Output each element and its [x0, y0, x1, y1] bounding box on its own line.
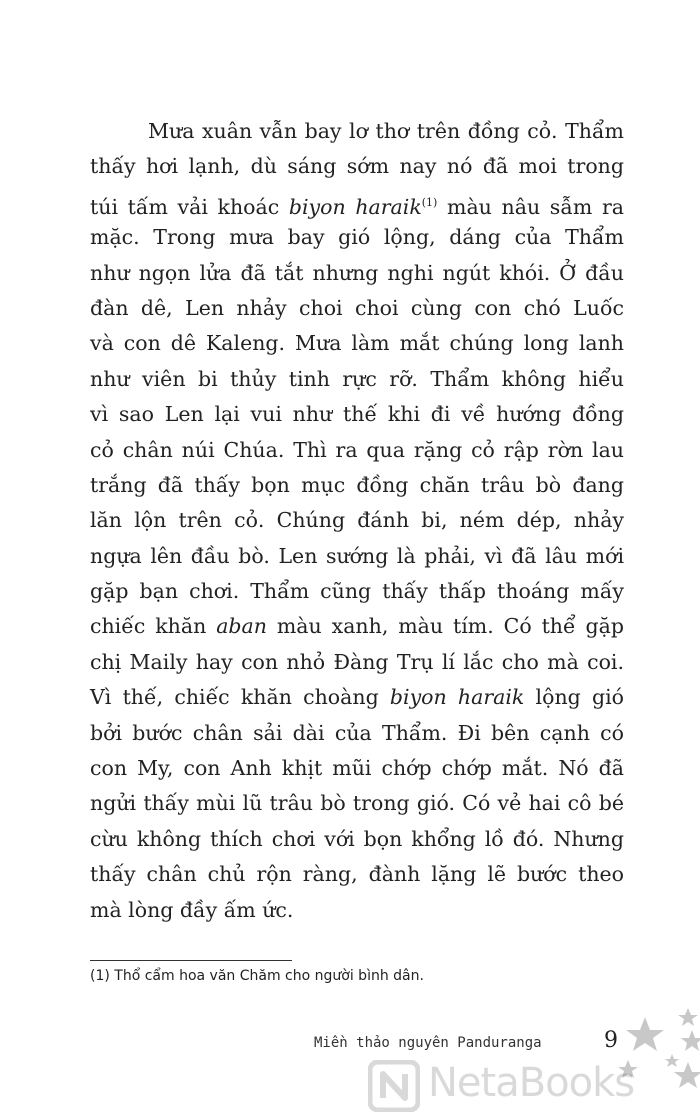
text-line: và con dê Kaleng. Mưa làm mắt chúng long lanh	[90, 331, 624, 356]
text-line: gặp bạn chơi. Thẩm cũng thấy thấp thoáng mấy	[90, 579, 624, 604]
text-line: cừu không thích chơi với bọn khổng lồ đó. Nhưng	[90, 826, 624, 851]
text-line: chị Maily hay con nhỏ Đàng Trụ lí lắc cho mà coi.	[90, 649, 624, 674]
text-line: ngựa lên đầu bò. Len sướng là phải, vì đã lâu mới	[90, 543, 624, 568]
text-line: con My, con Anh khịt mũi chớp chớp mắt. Nó đã	[90, 756, 624, 781]
text-line: như ngọn lửa đã tắt nhưng nghi ngút khói. Ở đầu	[90, 260, 624, 285]
watermark-text: NetaBooks	[428, 1060, 635, 1106]
running-footer-title: Miền thảo nguyên Panduranga	[314, 1035, 542, 1051]
italic-term: aban	[216, 614, 267, 639]
text-line: đàn dê, Len nhảy choi choi cùng con chó Luốc	[90, 295, 624, 320]
text-line: Vì thế, chiếc khăn choàng biyon haraik lộng gió	[90, 685, 624, 710]
body-text	[90, 114, 624, 928]
page-number: 9	[604, 1028, 618, 1053]
text-line: túi tấm vải khoác biyon haraik$^{(1)}$ màu nâu sẫm ra	[90, 194, 624, 219]
text-line: như viên bi thủy tinh rực rỡ. Thẩm không hiểu	[90, 366, 624, 391]
netabooks-logo-icon	[368, 1060, 420, 1112]
text-line: Mưa xuân vẫn bay lơ thơ trên đồng cỏ. Thẩm	[148, 119, 624, 143]
text-line: trắng đã thấy bọn mục đồng chăn trâu bò đang	[90, 472, 624, 497]
text-line: mà lòng đầy ấm ức.	[90, 897, 294, 922]
text-line: thấy chân chủ rộn ràng, đành lặng lẽ bước theo	[90, 862, 624, 887]
italic-term: biyon haraik	[288, 194, 422, 219]
star-icon	[678, 1008, 698, 1026]
text-line: chiếc khăn aban màu xanh, màu tím. Có thể gặp	[90, 614, 624, 639]
watermark	[368, 1058, 700, 1116]
italic-term: biyon haraik	[389, 685, 525, 710]
text-line: vì sao Len lại vui như thế khi đi về hướng đồng	[90, 402, 624, 427]
footnote: (1) Thổ cẩm hoa văn Chăm cho người bình dân.	[90, 968, 424, 984]
text-line: mặc. Trong mưa bay gió lộng, dáng của Thẩm	[90, 225, 624, 250]
text-line: ngửi thấy mùi lũ trâu bò trong gió. Có vẻ hai cô bé	[90, 791, 624, 816]
footnote-marker: (1)	[421, 195, 438, 209]
star-icon	[681, 1030, 700, 1051]
text-line: bởi bước chân sải dài của Thẩm. Đi bên cạnh có	[90, 720, 624, 745]
star-icon	[626, 1017, 664, 1051]
footnote-divider	[90, 960, 292, 961]
text-line: cỏ chân núi Chúa. Thì ra qua rặng cỏ rập rờn lau	[90, 437, 624, 462]
text-line: thấy hơi lạnh, dù sáng sớm nay nó đã moi trong	[90, 154, 624, 179]
text-line: lăn lộn trên cỏ. Chúng đánh bi, ném dép, nhảy	[90, 508, 624, 533]
